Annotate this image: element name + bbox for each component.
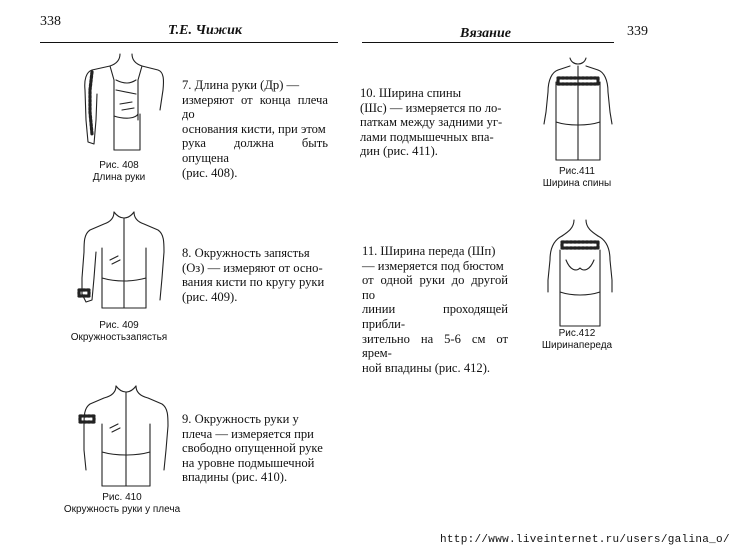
figure-410-caption [52,492,192,516]
left-running-head: Т.Е. Чижик [168,23,242,38]
item-9-upper-arm-text: 9. Окружность руки у плеча — измеряется при свободно опущенной руке на уровне подмышечной впадины (рис. 410). [182,412,323,485]
figure-412-front-width [540,214,620,330]
figure-408-arm-length [70,50,180,160]
left-page-number: 338 [40,14,61,29]
figure-409-wrist [72,208,182,318]
right-header-rule [362,42,614,43]
figure-412-caption [532,328,622,352]
left-header-rule [40,42,338,43]
item-10-back-width-text: 10. Ширина спины (Шс) — измеряется по ло- паткам между задними уг- лами подмышечных впа- дин (рис. 411). [360,86,503,159]
figure-408-caption [84,160,154,184]
figure-410-upper-arm [74,380,184,496]
figure-409-title: Окружностьзапястья [70,332,168,343]
source-url: http://www.liveinternet.ru/users/galina_o/ [440,534,730,546]
figure-412-number: Рис.412 [558,328,596,339]
figure-411-title: Ширина спины [542,178,612,189]
figure-408-number: Рис. 408 [99,160,139,171]
figure-411-back-width [538,52,618,164]
figure-411-number: Рис.411 [559,166,595,177]
right-running-head: Вязание [460,26,511,41]
figure-409-caption [64,320,174,344]
figure-408-title: Длина руки [92,172,146,183]
figure-410-title: Окружность руки у плеча [63,504,181,515]
figure-412-title: Ширинапереда [541,340,613,351]
right-page-number: 339 [627,24,648,39]
item-8-wrist-text: 8. Окружность запястья (Оз) — измеряют от осно- вания кисти по кругу руки (рис. 409). [182,246,325,304]
item-7-arm-length-text: 7. Длина руки (Др) — измеряют от конца плеча до основания кисти, при этом рука должна быть опущена (рис. 408). [182,78,328,180]
figure-410-number: Рис. 410 [102,492,142,503]
item-11-front-width-text: 11. Ширина переда (Шп) — измеряется под бюстом от одной руки до другой по линии проходящей прибли- зительно на 5-6 см от ярем- ной впадины (рис. 412). [362,244,508,375]
figure-411-caption [532,166,622,190]
figure-409-number: Рис. 409 [99,320,139,331]
